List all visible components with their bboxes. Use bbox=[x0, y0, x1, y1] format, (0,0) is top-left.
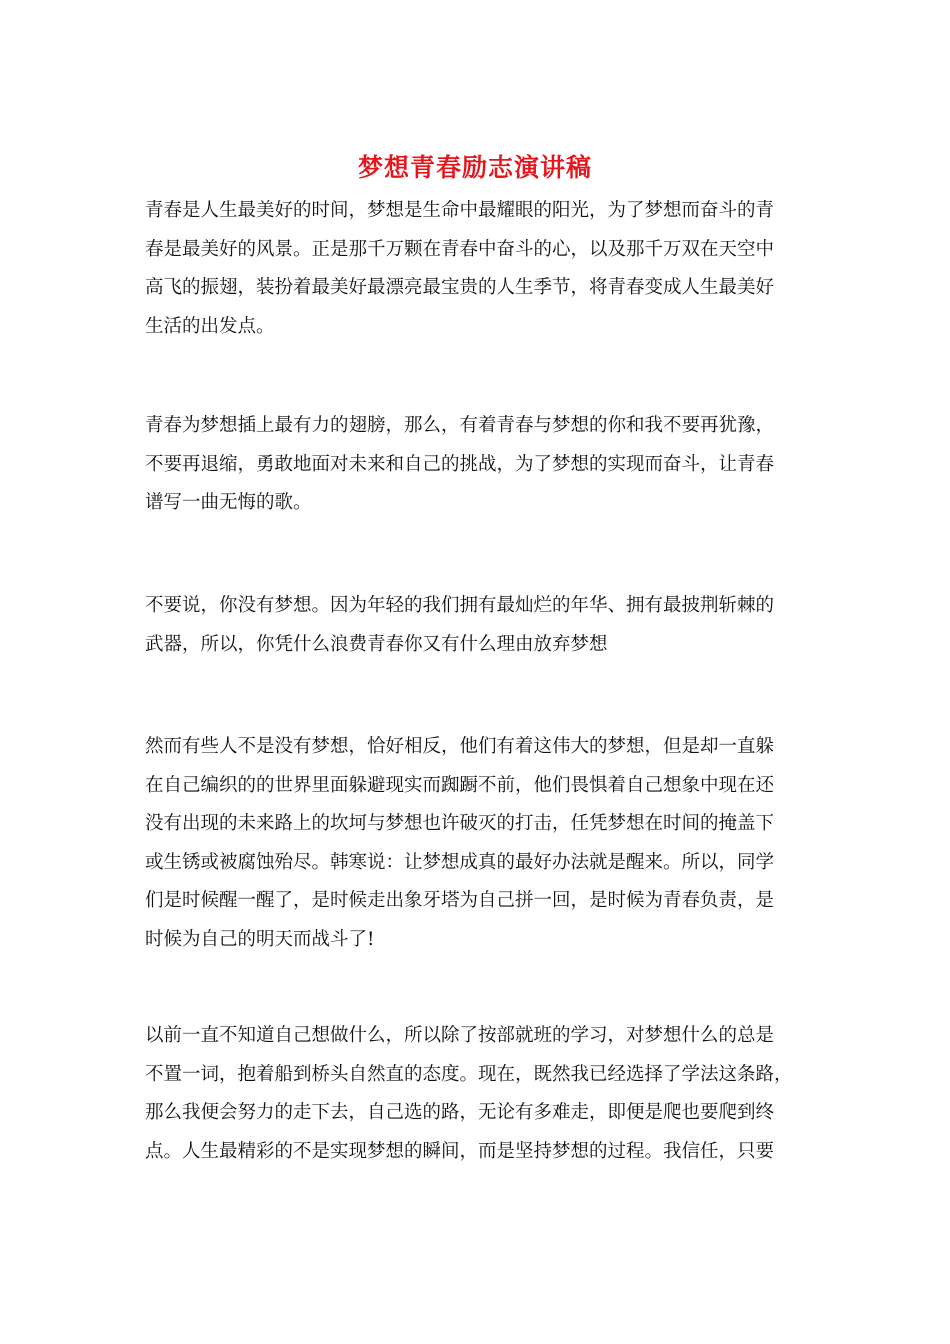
paragraph-line: 不置一词，抱着船到桥头自然直的态度。现在，既然我已经选择了学法这条路， bbox=[145, 1063, 793, 1085]
paragraph-line: 不要说，你没有梦想。因为年轻的我们拥有最灿烂的年华、拥有最披荆斩棘的 bbox=[145, 595, 775, 616]
paragraph-line: 青春是人生最美好的时间，梦想是生命中最耀眼的阳光，为了梦想而奋斗的青 bbox=[145, 200, 775, 221]
paragraph-line: 们是时候醒一醒了，是时候走出象牙塔为自己拼一回，是时候为青春负责，是 bbox=[145, 890, 775, 911]
paragraph-line: 或生锈或被腐蚀殆尽。韩寒说：让梦想成真的最好办法就是醒来。所以，同学 bbox=[145, 851, 775, 873]
paragraph-line: 在自己编织的的世界里面躲避现实而踟蹰不前，他们畏惧着自己想象中现在还 bbox=[145, 774, 775, 796]
paragraph-line: 武器，所以，你凭什么浪费青春你又有什么理由放弃梦想 bbox=[145, 633, 608, 655]
paragraph-3 bbox=[145, 587, 805, 664]
paragraph-line: 然而有些人不是没有梦想，恰好相反，他们有着这伟大的梦想，但是却一直躲 bbox=[145, 736, 775, 757]
paragraph-line: 青春为梦想插上最有力的翅膀，那么，有着青春与梦想的你和我不要再犹豫， bbox=[145, 415, 775, 436]
paragraph-line: 以前一直不知道自己想做什么，所以除了按部就班的学习，对梦想什么的总是 bbox=[145, 1025, 775, 1046]
paragraph-line: 春是最美好的风景。正是那千万颗在青春中奋斗的心，以及那千万双在天空中 bbox=[145, 238, 775, 260]
paragraph-line: 时候为自己的明天而战斗了! bbox=[145, 928, 375, 950]
paragraph-line: 没有出现的未来路上的坎坷与梦想也许破灭的打击，任凭梦想在时间的掩盖下 bbox=[145, 813, 775, 834]
paragraph-1 bbox=[145, 192, 805, 346]
paragraph-4 bbox=[145, 728, 805, 959]
paragraph-line: 不要再退缩，勇敢地面对未来和自己的挑战，为了梦想的实现而奋斗，让青春 bbox=[145, 453, 775, 475]
paragraph-line: 生活的出发点。 bbox=[145, 315, 275, 337]
paragraph-5 bbox=[145, 1017, 805, 1171]
paragraph-line: 高飞的振翅，装扮着最美好最漂亮最宝贵的人生季节，将青春变成人生最美好 bbox=[145, 277, 775, 298]
paragraph-line: 那么我便会努力的走下去，自己选的路，无论有多难走，即便是爬也要爬到终 bbox=[145, 1102, 775, 1123]
document-title: 梦想青春励志演讲稿 bbox=[357, 153, 592, 182]
paragraph-line: 点。人生最精彩的不是实现梦想的瞬间，而是坚持梦想的过程。我信任，只要 bbox=[145, 1140, 775, 1162]
paragraph-line: 谱写一曲无悔的歌。 bbox=[145, 492, 312, 513]
paragraph-2 bbox=[145, 407, 805, 523]
